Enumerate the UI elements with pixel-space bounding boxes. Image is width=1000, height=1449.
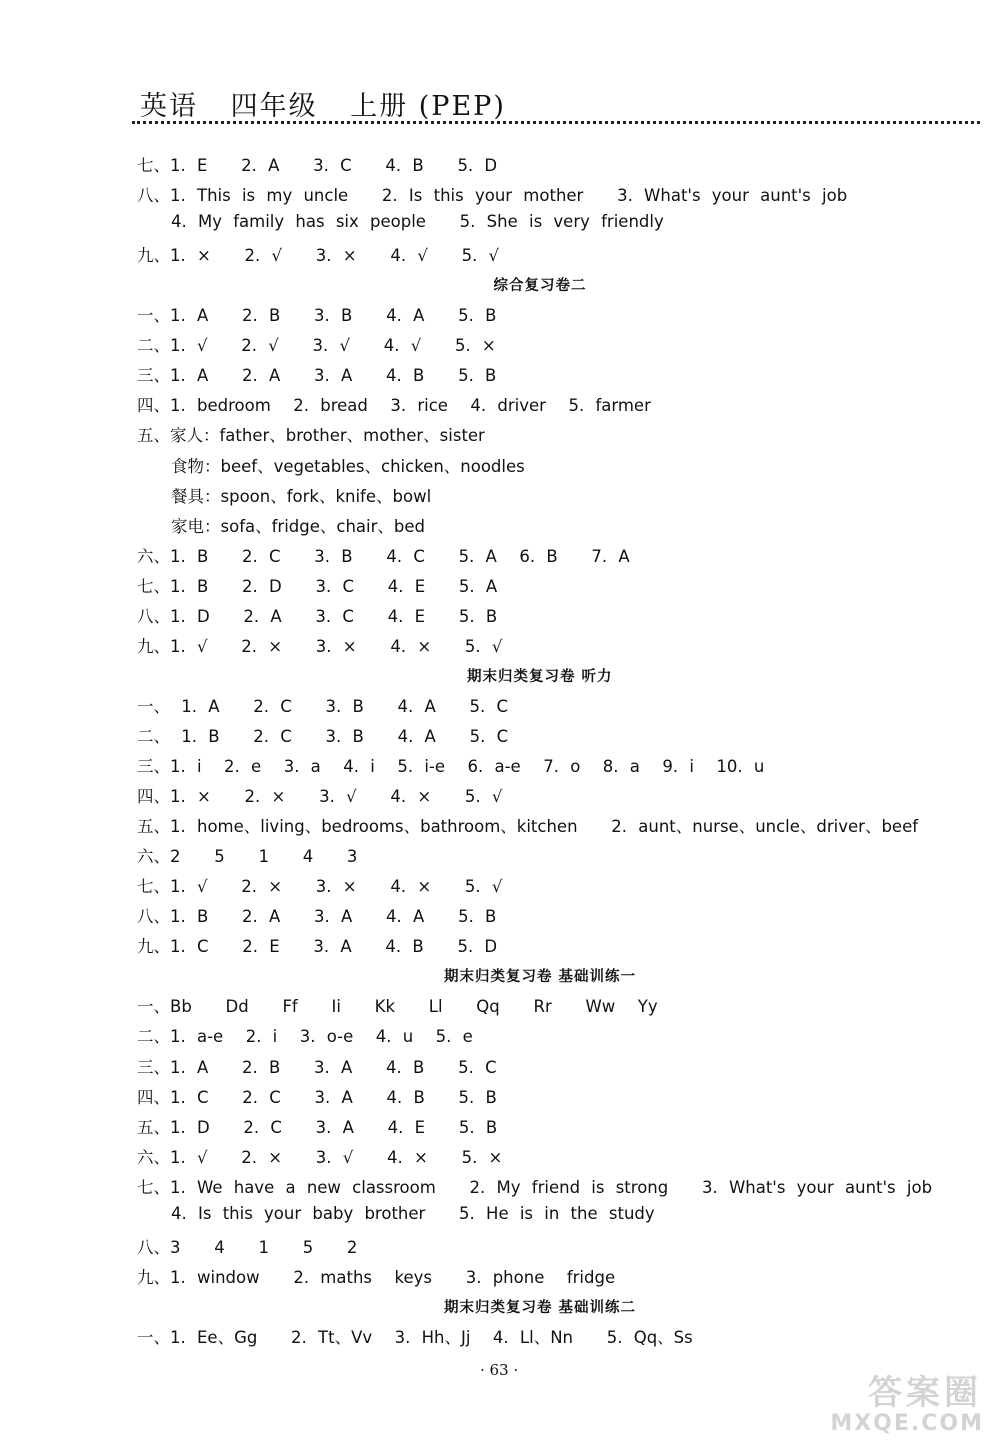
answer-line	[137, 1144, 502, 1168]
answer-text: 1. home、living、bedrooms、bathroom、kitchen 2. aunt、nurse、uncle、driver、beef	[170, 817, 919, 836]
answer-line	[137, 573, 497, 597]
question-number: 二、	[137, 727, 170, 746]
header-grade: 四年级	[230, 91, 318, 122]
answer-line	[137, 903, 496, 927]
answer-text: 1. √ 2. × 3. √ 4. × 5. ×	[170, 1148, 503, 1167]
answer-line	[171, 212, 664, 231]
answer-text: 1. × 2. × 3. √ 4. × 5. √	[170, 787, 503, 806]
question-number: 七、	[137, 1178, 170, 1197]
answer-line	[137, 152, 497, 176]
answer-line	[137, 1324, 693, 1348]
answer-text: 食物：beef、vegetables、chicken、noodles	[171, 457, 525, 476]
answer-text: 1. C 2. E 3. A 4. B 5. D	[170, 937, 498, 956]
answer-text: Bb Dd Ff Ii Kk Ll Qq Rr Ww Yy	[170, 997, 658, 1016]
section-title-text: 期末归类复习卷 听力	[467, 669, 613, 685]
answer-text: 1. window 2. maths keys 3. phone fridge	[170, 1268, 616, 1287]
question-number: 三、	[137, 757, 170, 776]
page-number: · 63 ·	[480, 1361, 519, 1379]
question-number: 九、	[137, 246, 170, 265]
answer-text: 1. A 2. B 3. B 4. A 5. B	[170, 306, 497, 325]
section-title-text: 综合复习卷二	[493, 278, 587, 294]
answer-text: 1. a-e 2. i 3. o-e 4. u 5. e	[170, 1027, 473, 1046]
question-number: 七、	[137, 156, 170, 175]
answer-line	[137, 1054, 497, 1078]
answer-line	[137, 1114, 497, 1138]
answer-line	[137, 693, 508, 717]
answer-text: 1. D 2. C 3. A 4. E 5. B	[170, 1118, 498, 1137]
answer-text: 1. Ee、Gg 2. Tt、Vv 3. Hh、Jj 4. Ll、Nn 5. Qq、Ss	[170, 1328, 693, 1347]
header-dotted-rule	[132, 121, 980, 124]
answer-line	[137, 332, 496, 356]
question-number: 三、	[137, 1058, 170, 1077]
answer-text: 1. We have a new classroom 2. My friend is strong 3. What's your aunt's job	[170, 1178, 933, 1197]
answer-line	[137, 422, 485, 446]
answer-line	[137, 1234, 357, 1258]
answer-line	[137, 242, 499, 266]
question-number: 二、	[137, 1027, 170, 1046]
question-number: 一、	[137, 997, 170, 1016]
answer-line	[137, 1264, 615, 1288]
question-number: 六、	[137, 547, 170, 566]
answer-text: 1. A 2. C 3. B 4. A 5. C	[170, 697, 509, 716]
question-number: 八、	[137, 907, 170, 926]
answer-text: 3 4 1 5 2	[170, 1238, 358, 1257]
answer-line	[137, 392, 651, 416]
answer-line	[171, 1204, 655, 1223]
question-number: 一、	[137, 697, 170, 716]
answer-text: 1. A 2. A 3. A 4. B 5. B	[170, 366, 497, 385]
answer-line	[137, 1084, 497, 1108]
answer-line	[137, 873, 502, 897]
answer-text: 1. B 2. C 3. B 4. C 5. A 6. B 7. A	[170, 547, 630, 566]
answer-line	[137, 543, 630, 567]
answer-line	[171, 513, 425, 537]
question-number: 二、	[137, 336, 170, 355]
answer-line	[137, 753, 764, 777]
answer-text: 1. bedroom 2. bread 3. rice 4. driver 5. farmer	[170, 396, 651, 415]
answer-line	[137, 182, 847, 206]
answer-text: 4. Is this your baby brother 5. He is in the study	[171, 1204, 655, 1223]
answer-text: 1. × 2. √ 3. × 4. √ 5. √	[170, 246, 500, 265]
answer-line	[137, 1023, 473, 1047]
answer-text: 餐具：spoon、fork、knife、bowl	[171, 487, 432, 506]
answer-line	[137, 302, 496, 326]
answer-line	[137, 783, 502, 807]
question-number: 七、	[137, 877, 170, 896]
answer-text: 1. A 2. B 3. A 4. B 5. C	[170, 1058, 497, 1077]
answer-line	[137, 633, 502, 657]
answer-text: 1. This is my uncle 2. Is this your mother 3. What's your aunt's job	[170, 186, 848, 205]
question-number: 六、	[137, 1148, 170, 1167]
question-number: 七、	[137, 577, 170, 596]
question-number: 九、	[137, 937, 170, 956]
watermark-line2: MXQE.COM	[830, 1411, 984, 1436]
answer-text: 1. B 2. D 3. C 4. E 5. A	[170, 577, 498, 596]
answer-text: 1. i 2. e 3. a 4. i 5. i-e 6. a-e 7. o 8. a 9. i 10. u	[170, 757, 765, 776]
question-number: 四、	[137, 787, 170, 806]
question-number: 五、	[137, 426, 170, 445]
question-number: 六、	[137, 847, 170, 866]
answer-line	[171, 483, 431, 507]
question-number: 八、	[137, 607, 170, 626]
question-number: 三、	[137, 366, 170, 385]
answer-text: 1. C 2. C 3. A 4. B 5. B	[170, 1088, 497, 1107]
page-header	[140, 84, 528, 123]
question-number: 九、	[137, 1268, 170, 1287]
answer-line	[137, 723, 508, 747]
answer-line	[137, 813, 918, 837]
answer-text: 1. E 2. A 3. C 4. B 5. D	[170, 156, 498, 175]
question-number: 五、	[137, 817, 170, 836]
answer-text: 家电：sofa、fridge、chair、bed	[171, 517, 425, 536]
question-number: 五、	[137, 1118, 170, 1137]
answer-text: 1. √ 2. √ 3. √ 4. √ 5. ×	[170, 336, 496, 355]
answer-text: 2 5 1 4 3	[170, 847, 358, 866]
section-title-text: 期末归类复习卷 基础训练一	[444, 969, 637, 985]
watermark-logo	[822, 1363, 992, 1443]
question-number: 四、	[137, 1088, 170, 1107]
question-number: 九、	[137, 637, 170, 656]
answer-text: 1. B 2. C 3. B 4. A 5. C	[170, 727, 509, 746]
answer-line	[137, 603, 497, 627]
answer-text: 1. √ 2. × 3. × 4. × 5. √	[170, 877, 503, 896]
section-title-text: 期末归类复习卷 基础训练二	[444, 1300, 637, 1316]
answer-text: 家人：father、brother、mother、sister	[170, 426, 485, 445]
answer-text: 1. D 2. A 3. C 4. E 5. B	[170, 607, 498, 626]
answer-line	[137, 1174, 932, 1198]
watermark-line1: 答案圈	[868, 1373, 982, 1413]
question-number: 一、	[137, 1328, 170, 1347]
answer-line	[137, 993, 658, 1017]
answer-line	[137, 843, 357, 867]
answer-line	[171, 453, 525, 477]
header-volume: 上册 (PEP)	[350, 91, 506, 122]
question-number: 八、	[137, 1238, 170, 1257]
answer-text: 1. B 2. A 3. A 4. A 5. B	[170, 907, 497, 926]
question-number: 一、	[137, 306, 170, 325]
question-number: 四、	[137, 396, 170, 415]
header-subject: 英语	[140, 91, 198, 122]
answer-line	[137, 933, 497, 957]
question-number: 八、	[137, 186, 170, 205]
answer-line	[137, 362, 496, 386]
answer-text: 4. My family has six people 5. She is very friendly	[171, 212, 664, 231]
answer-text: 1. √ 2. × 3. × 4. × 5. √	[170, 637, 503, 656]
